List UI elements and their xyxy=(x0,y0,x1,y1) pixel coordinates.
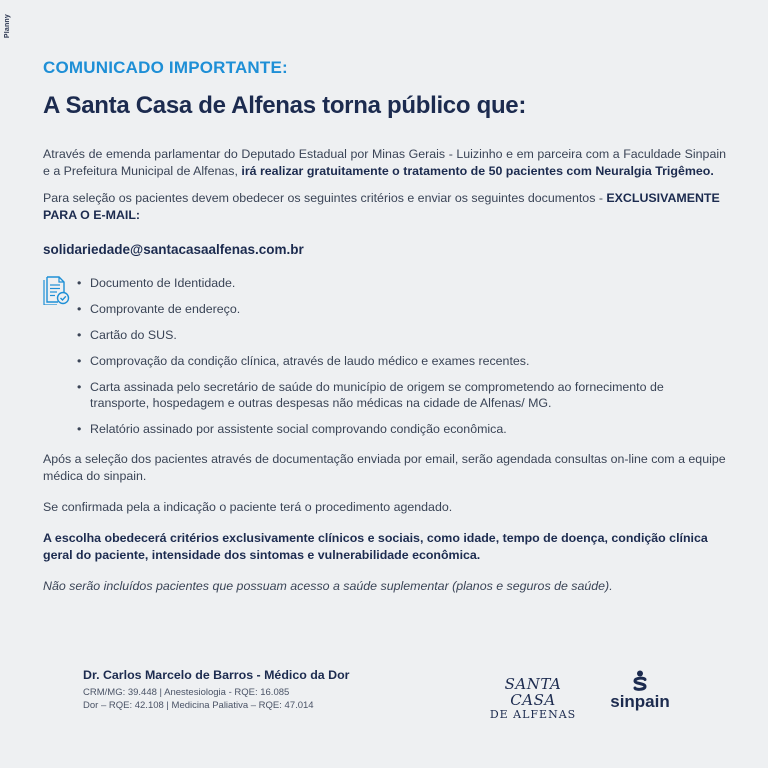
document-item: • Documento de Identidade. xyxy=(90,275,726,291)
doctor-credentials-line: CRM/MG: 39.448 | Anestesiologia - RQE: 16.085 xyxy=(83,687,290,698)
doctor-signature xyxy=(83,668,349,712)
document-item: • Comprovação da condição clínica, através de laudo médico e exames recentes. xyxy=(90,353,726,369)
sinpain-logo-text: sinpain xyxy=(610,692,670,711)
criteria-paragraph xyxy=(43,190,726,224)
document-list xyxy=(43,275,726,437)
santa-casa-logo-line1: SANTA CASA xyxy=(504,675,562,709)
document-check-icon xyxy=(43,275,71,305)
confirmation-paragraph: Se confirmada pela a indicação o paciente terá o procedimento agendado. xyxy=(43,500,453,514)
notice-content xyxy=(43,58,726,595)
criteria-bold-text: EXCLUSIVAMENTE PARA O E-MAIL: xyxy=(43,191,720,222)
doctor-credentials-line: Dor – RQE: 42.108 | Medicina Paliativa – RQE: 47.014 xyxy=(83,700,314,711)
document-item: • Carta assinada pelo secretário de saúde do município de origem se comprometendo ao fornecimento de transporte, hospedagem e outras despesas não médicas na cidade de Alfenas/ MG. xyxy=(90,379,726,411)
contact-email: solidariedade@santacasaalfenas.com.br xyxy=(43,242,304,257)
document-item: • Comprovante de endereço. xyxy=(90,301,726,317)
document-list-section xyxy=(43,275,726,437)
notice-kicker: COMUNICADO IMPORTANTE: xyxy=(43,58,288,77)
exclusion-note: Não serão incluídos pacientes que possuam acesso a saúde suplementar (planos e seguros de saúde). xyxy=(43,579,613,593)
after-selection-paragraph: Após a seleção dos pacientes através de documentação enviada por email, serão agendada consultas on-line com a equipe médica do sinpain. xyxy=(43,452,726,483)
selection-criteria-paragraph: A escolha obedecerá critérios exclusivamente clínicos e sociais, como idade, tempo de doença, condição clínica geral do paciente, intensidade dos sintomas e vulnerabilidade econômica. xyxy=(43,531,708,562)
document-item: • Relatório assinado por assistente social comprovando condição econômica. xyxy=(90,421,726,437)
sinpain-logo xyxy=(603,670,677,711)
document-item: • Cartão do SUS. xyxy=(90,327,726,343)
santa-casa-logo xyxy=(481,675,585,721)
santa-casa-logo-line2: DE ALFENAS xyxy=(489,708,577,721)
sinpain-emblem-icon xyxy=(631,670,649,692)
notice-headline: A Santa Casa de Alfenas torna público que: xyxy=(43,92,527,119)
intro-bold-text: irá realizar gratuitamente o tratamento de 50 pacientes com Neuralgia Trigêmeo. xyxy=(241,164,714,178)
criteria-text: Para seleção os pacientes devem obedecer os seguintes critérios e enviar os seguintes documentos - xyxy=(43,191,607,205)
intro-paragraph xyxy=(43,146,726,180)
watermark: Planny xyxy=(4,14,11,39)
doctor-name: Dr. Carlos Marcelo de Barros - Médico da Dor xyxy=(83,668,350,682)
intro-text: Através de emenda parlamentar do Deputado Estadual por Minas Gerais - Luizinho e em parceira com a Faculdade Sinpain e a Prefeitura Municipal de Alfenas, xyxy=(43,147,726,178)
